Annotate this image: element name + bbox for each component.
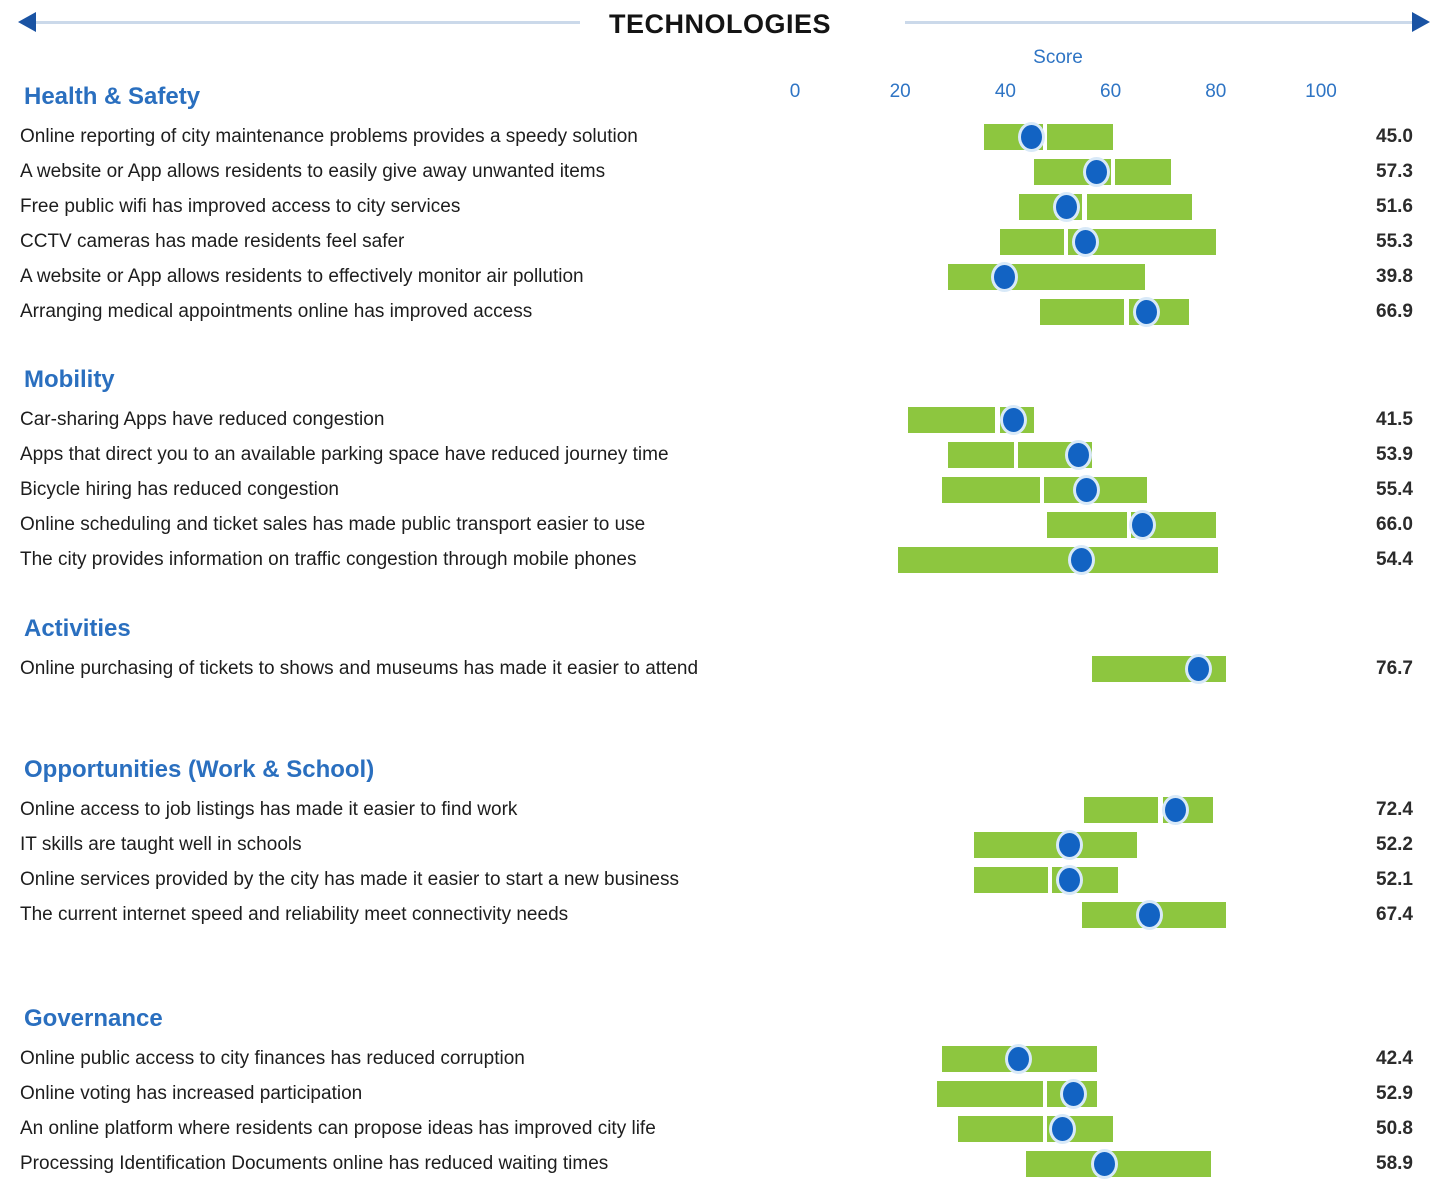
score-dot-marker <box>1076 478 1097 502</box>
section-header: Health & Safety <box>24 83 201 110</box>
score-dot-marker <box>1003 408 1024 432</box>
row-label: Online services provided by the city has made it easier to start a new business <box>20 869 679 890</box>
range-bar-segment <box>1047 512 1126 538</box>
score-value: 66.9 <box>1376 301 1413 322</box>
score-dot-marker <box>1132 513 1153 537</box>
range-bar-segment <box>958 1116 1043 1142</box>
score-dot-marker <box>1059 868 1080 892</box>
row-label: Free public wifi has improved access to city services <box>20 196 461 217</box>
row-label: The current internet speed and reliability meet connectivity needs <box>20 904 569 925</box>
range-bar-segment <box>1087 194 1193 220</box>
score-dot-marker <box>1136 300 1157 324</box>
range-bar-segment <box>974 832 1068 858</box>
row-label: The city provides information on traffic congestion through mobile phones <box>20 549 637 570</box>
section-header: Governance <box>24 1005 163 1032</box>
score-value: 52.2 <box>1376 834 1413 855</box>
row-label: CCTV cameras has made residents feel safer <box>20 231 405 252</box>
range-bar-segment <box>898 547 1079 573</box>
row-label: Car-sharing Apps have reduced congestion <box>20 409 385 430</box>
range-bar-segment <box>942 477 1040 503</box>
score-dot-marker <box>1008 1047 1029 1071</box>
chart-title: TECHNOLOGIES <box>608 9 831 39</box>
row-label: Online access to job listings has made it easier to find work <box>20 799 518 820</box>
score-dot-marker <box>1075 230 1096 254</box>
score-value: 76.7 <box>1376 658 1413 679</box>
range-bar-segment <box>1020 1046 1097 1072</box>
score-dot-marker <box>1188 657 1209 681</box>
score-value: 66.0 <box>1376 514 1413 535</box>
score-value: 55.3 <box>1376 231 1413 252</box>
score-value: 51.6 <box>1376 196 1413 217</box>
row-label: A website or App allows residents to easily give away unwanted items <box>20 161 606 182</box>
score-dot-marker <box>1068 443 1089 467</box>
section-header: Mobility <box>24 366 115 393</box>
range-bar-segment <box>1152 902 1227 928</box>
score-value: 67.4 <box>1376 904 1413 925</box>
score-dot-marker <box>1056 195 1077 219</box>
row-label: Processing Identification Documents online has reduced waiting times <box>20 1153 609 1174</box>
range-bar-segment <box>974 867 1048 893</box>
score-dot-marker <box>1059 833 1080 857</box>
row-label: An online platform where residents can propose ideas has improved city life <box>20 1118 656 1139</box>
range-bar-segment <box>1047 124 1113 150</box>
range-bar-segment <box>1107 1151 1211 1177</box>
row-label: Online scheduling and ticket sales has made public transport easier to use <box>20 514 646 535</box>
x-tick-label: 40 <box>994 81 1016 102</box>
score-dot-marker <box>1071 548 1092 572</box>
range-bar-segment <box>948 442 1014 468</box>
row-label: A website or App allows residents to effectively monitor air pollution <box>20 266 584 287</box>
score-value: 39.8 <box>1376 266 1413 287</box>
score-dot-marker <box>1021 125 1042 149</box>
range-bar-segment <box>937 1081 1043 1107</box>
x-tick-label: 0 <box>789 81 801 102</box>
range-bar-segment <box>1040 299 1125 325</box>
row-label: Online purchasing of tickets to shows and museums has made it easier to attend <box>20 658 699 679</box>
row-label: Apps that direct you to an available parking space have reduced journey time <box>20 444 669 465</box>
row-label: Online reporting of city maintenance problems provides a speedy solution <box>20 126 638 147</box>
row-label: Bicycle hiring has reduced congestion <box>20 479 339 500</box>
score-value: 54.4 <box>1376 549 1413 570</box>
nav-line-right <box>905 21 1415 24</box>
score-value: 57.3 <box>1376 161 1413 182</box>
score-value: 41.5 <box>1376 409 1413 430</box>
score-value: 45.0 <box>1376 126 1413 147</box>
score-dot-marker <box>1086 160 1107 184</box>
x-tick-label: 60 <box>1100 81 1122 102</box>
score-value: 52.1 <box>1376 869 1413 890</box>
score-value: 50.8 <box>1376 1118 1413 1139</box>
range-bar-segment <box>1000 229 1064 255</box>
x-tick-label: 100 <box>1305 81 1337 102</box>
score-value: 42.4 <box>1376 1048 1413 1069</box>
row-label: Online public access to city finances has reduced corruption <box>20 1048 525 1069</box>
score-dot-marker <box>994 265 1015 289</box>
x-tick-label: 20 <box>889 81 911 102</box>
range-bar-segment <box>1007 264 1145 290</box>
range-bar-segment <box>1092 656 1196 682</box>
range-bar-segment <box>1083 547 1218 573</box>
score-dot-marker <box>1052 1117 1073 1141</box>
row-label: IT skills are taught well in schools <box>20 834 302 855</box>
score-value: 53.9 <box>1376 444 1413 465</box>
score-dot-marker <box>1063 1082 1084 1106</box>
range-bar-segment <box>908 407 995 433</box>
section-header: Opportunities (Work & School) <box>24 756 375 783</box>
range-bar-segment <box>942 1046 1016 1072</box>
score-value: 72.4 <box>1376 799 1413 820</box>
score-value: 55.4 <box>1376 479 1413 500</box>
section-header: Activities <box>24 615 131 642</box>
next-category-arrow-icon[interactable] <box>1412 12 1430 32</box>
row-label: Online voting has increased participation <box>20 1083 363 1104</box>
score-dot-marker <box>1165 798 1186 822</box>
score-value: 58.9 <box>1376 1153 1413 1174</box>
score-dot-marker <box>1094 1152 1115 1176</box>
range-bar-segment <box>1084 797 1158 823</box>
row-label: Arranging medical appointments online has improved access <box>20 301 533 322</box>
range-bar-segment <box>1082 902 1148 928</box>
score-value: 52.9 <box>1376 1083 1413 1104</box>
range-bar-segment <box>1026 1151 1102 1177</box>
x-tick-label: 80 <box>1205 81 1227 102</box>
axis-label-score: Score <box>1033 47 1083 68</box>
score-dot-marker <box>1139 903 1160 927</box>
range-bar-segment <box>1115 159 1171 185</box>
range-bar-segment <box>1072 832 1137 858</box>
